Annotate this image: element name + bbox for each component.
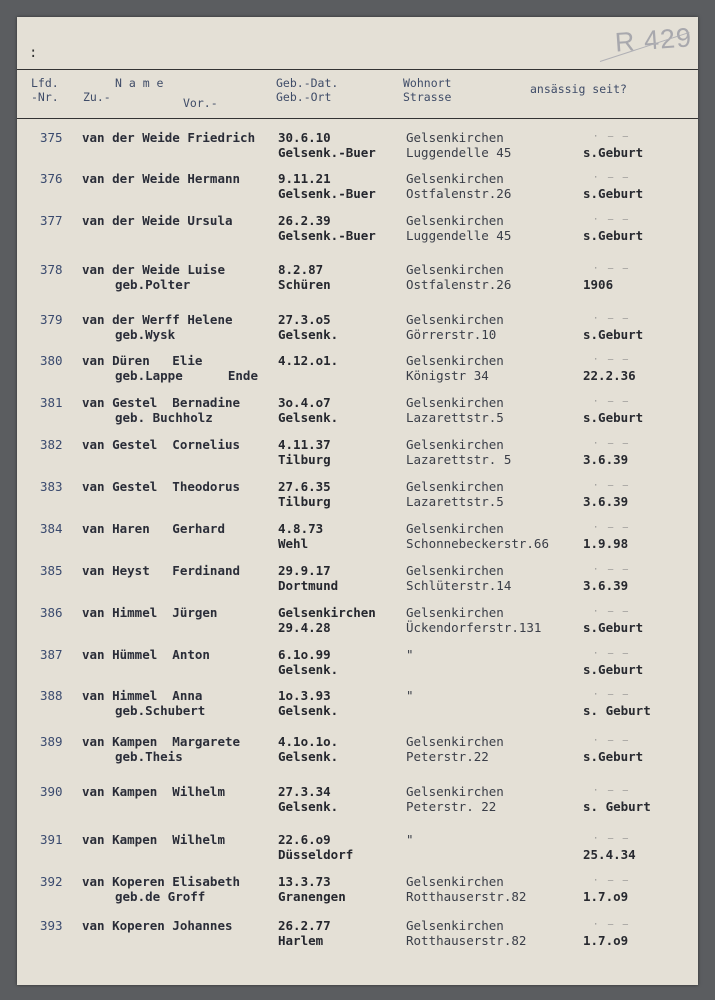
row-city: Gelsenkirchen (406, 262, 504, 277)
table-row (17, 437, 698, 477)
row-street: Luggendelle 45 (406, 228, 512, 243)
row-resident-since: s.Geburt (583, 620, 644, 635)
row-street: Schonnebeckerstr.66 (406, 536, 549, 551)
header-name-1: N a m e (115, 76, 164, 90)
row-street: Schlüterstr.14 (406, 578, 512, 593)
row-birth-date: 26.2.77 (278, 918, 331, 933)
row-name: van Kampen Margarete (82, 734, 241, 749)
row-street: Königstr 34 (406, 368, 489, 383)
row-name: van Heyst Ferdinand (82, 563, 241, 578)
check-tick-icon: · – – (593, 920, 631, 930)
table-row (17, 688, 698, 728)
row-birth-place: Gelsenk.-Buer (278, 186, 376, 201)
row-resident-since: 3.6.39 (583, 578, 629, 593)
row-birth-place: Gelsenk. (278, 410, 339, 425)
row-birth-place: Gelsenk.-Buer (278, 228, 376, 243)
header-nr-2: -Nr. (31, 90, 59, 104)
row-name: van Himmel Jürgen (82, 605, 218, 620)
row-city: Gelsenkirchen (406, 437, 504, 452)
register-table (17, 17, 698, 985)
table-row (17, 262, 698, 302)
row-number: 379 (40, 312, 63, 327)
row-birth-place: Tilburg (278, 494, 331, 509)
row-number: 383 (40, 479, 63, 494)
row-resident-since: s.Geburt (583, 228, 644, 243)
table-row (17, 521, 698, 561)
row-city: Gelsenkirchen (406, 734, 504, 749)
table-row (17, 734, 698, 774)
row-resident-since: 1.9.98 (583, 536, 629, 551)
check-tick-icon: · – – (593, 264, 631, 274)
row-number: 376 (40, 171, 63, 186)
row-number: 378 (40, 262, 63, 277)
row-street: Ostfalenstr.26 (406, 186, 512, 201)
row-city: Gelsenkirchen (406, 784, 504, 799)
row-name: van Himmel Anna (82, 688, 203, 703)
row-birth-place: Tilburg (278, 452, 331, 467)
table-row (17, 213, 698, 253)
row-maiden-name: geb.de Groff (115, 889, 206, 904)
row-number: 389 (40, 734, 63, 749)
row-number: 392 (40, 874, 63, 889)
row-maiden-name: geb.Wysk (115, 327, 176, 342)
row-city: Gelsenkirchen (406, 213, 504, 228)
row-city: Gelsenkirchen (406, 605, 504, 620)
row-resident-since: s. Geburt (583, 703, 651, 718)
row-maiden-name: geb. Buchholz (115, 410, 213, 425)
table-row (17, 479, 698, 519)
row-name: van der Werff Helene (82, 312, 233, 327)
header-ansaessig: ansässig seit? (530, 82, 627, 96)
row-name: van Koperen Johannes (82, 918, 233, 933)
row-birth-date: 4.11.37 (278, 437, 331, 452)
row-birth-place: Gelsenk. (278, 703, 339, 718)
row-name: van Kampen Wilhelm (82, 832, 225, 847)
row-city: Gelsenkirchen (406, 521, 504, 536)
row-maiden-name: geb.Polter (115, 277, 191, 292)
row-number: 387 (40, 647, 63, 662)
row-street: Ückendorferstr.131 (406, 620, 542, 635)
row-resident-since: s.Geburt (583, 327, 644, 342)
row-city: Gelsenkirchen (406, 918, 504, 933)
row-birth-date: 4.12.o1. (278, 353, 339, 368)
row-resident-since: s.Geburt (583, 186, 644, 201)
row-city: Gelsenkirchen (406, 395, 504, 410)
row-city: Gelsenkirchen (406, 479, 504, 494)
row-birth-date: 9.11.21 (278, 171, 331, 186)
row-name: van der Weide Ursula (82, 213, 233, 228)
row-number: 377 (40, 213, 63, 228)
row-number: 386 (40, 605, 63, 620)
row-birth-place: Granengen (278, 889, 346, 904)
header-name-3: Vor.- (183, 96, 218, 110)
check-tick-icon: · – – (593, 690, 631, 700)
table-row (17, 647, 698, 687)
header-wohn-2: Strasse (403, 90, 452, 104)
row-city: Gelsenkirchen (406, 312, 504, 327)
row-street: Rotthauserstr.82 (406, 889, 527, 904)
row-name: van Gestel Theodorus (82, 479, 241, 494)
row-resident-since: s.Geburt (583, 410, 644, 425)
row-birth-date: 8.2.87 (278, 262, 324, 277)
row-number: 384 (40, 521, 63, 536)
row-name: van der Weide Luise (82, 262, 225, 277)
row-street: Görrerstr.10 (406, 327, 497, 342)
row-name: van der Weide Hermann (82, 171, 241, 186)
row-name: van Hümmel Anton (82, 647, 210, 662)
row-birth-date: 27.3.34 (278, 784, 331, 799)
row-birth-place: Gelsenk. (278, 749, 339, 764)
row-birth-date: 29.9.17 (278, 563, 331, 578)
row-birth-date: 27.6.35 (278, 479, 331, 494)
row-street: Lazarettstr. 5 (406, 452, 512, 467)
row-name: van Gestel Cornelius (82, 437, 241, 452)
row-name: van der Weide Friedrich (82, 130, 256, 145)
table-row (17, 918, 698, 958)
row-street: Rotthauserstr.82 (406, 933, 527, 948)
check-tick-icon: · – – (593, 523, 631, 533)
row-birth-date: 26.2.39 (278, 213, 331, 228)
row-city: " (406, 832, 414, 847)
table-row (17, 874, 698, 914)
row-city: Gelsenkirchen (406, 130, 504, 145)
table-row (17, 563, 698, 603)
check-tick-icon: · – – (593, 481, 631, 491)
check-tick-icon: · – – (593, 397, 631, 407)
row-city: Gelsenkirchen (406, 171, 504, 186)
row-birth-date: 27.3.o5 (278, 312, 331, 327)
row-birth-date: 22.6.o9 (278, 832, 331, 847)
row-birth-place: Wehl (278, 536, 309, 551)
row-number: 390 (40, 784, 63, 799)
check-tick-icon: · – – (593, 439, 631, 449)
check-tick-icon: · – – (593, 649, 631, 659)
row-resident-since: 22.2.36 (583, 368, 636, 383)
row-resident-since: 1906 (583, 277, 614, 292)
row-maiden-name: geb.Lappe Ende (115, 368, 258, 383)
check-tick-icon: · – – (593, 607, 631, 617)
row-birth-place: Gelsenk. (278, 327, 339, 342)
row-birth-place: Dortmund (278, 578, 339, 593)
header-geb-2: Geb.-Ort (276, 90, 332, 104)
header-name-2: Zu.- (83, 90, 111, 104)
table-row (17, 130, 698, 170)
row-name: van Gestel Bernadine (82, 395, 241, 410)
row-resident-since: s.Geburt (583, 145, 644, 160)
row-city: " (406, 647, 414, 662)
header-geb-1: Geb.-Dat. (276, 76, 339, 90)
row-resident-since: s.Geburt (583, 749, 644, 764)
check-tick-icon: · – – (593, 173, 631, 183)
row-street: Ostfalenstr.26 (406, 277, 512, 292)
row-name: van Kampen Wilhelm (82, 784, 225, 799)
row-resident-since: 3.6.39 (583, 494, 629, 509)
row-resident-since: s. Geburt (583, 799, 651, 814)
row-birth-place: Gelsenk. (278, 799, 339, 814)
row-birth-date: Gelsenkirchen (278, 605, 376, 620)
check-tick-icon: · – – (593, 314, 631, 324)
row-birth-date: 3o.4.o7 (278, 395, 331, 410)
table-row (17, 171, 698, 211)
row-street: Lazarettstr.5 (406, 410, 504, 425)
row-resident-since: 1.7.o9 (583, 889, 629, 904)
row-city: " (406, 688, 414, 703)
row-birth-place: Harlem (278, 933, 324, 948)
row-number: 375 (40, 130, 63, 145)
row-street: Peterstr.22 (406, 749, 489, 764)
row-number: 385 (40, 563, 63, 578)
check-tick-icon: · – – (593, 786, 631, 796)
row-birth-date: 4.1o.1o. (278, 734, 339, 749)
row-number: 388 (40, 688, 63, 703)
row-street: Lazarettstr.5 (406, 494, 504, 509)
row-birth-date: 30.6.10 (278, 130, 331, 145)
row-birth-date: 13.3.73 (278, 874, 331, 889)
row-birth-date: 6.1o.99 (278, 647, 331, 662)
row-city: Gelsenkirchen (406, 353, 504, 368)
table-row (17, 353, 698, 393)
row-number: 382 (40, 437, 63, 452)
table-row (17, 832, 698, 872)
row-resident-since: 3.6.39 (583, 452, 629, 467)
row-name: van Haren Gerhard (82, 521, 225, 536)
row-birth-place: 29.4.28 (278, 620, 331, 635)
row-birth-place: Schüren (278, 277, 331, 292)
check-tick-icon: · – – (593, 215, 631, 225)
row-number: 381 (40, 395, 63, 410)
row-resident-since: 1.7.o9 (583, 933, 629, 948)
table-row (17, 784, 698, 824)
document-page (17, 17, 698, 985)
check-tick-icon: · – – (593, 355, 631, 365)
row-birth-date: 1o.3.93 (278, 688, 331, 703)
table-row (17, 312, 698, 352)
row-number: 393 (40, 918, 63, 933)
row-street: Luggendelle 45 (406, 145, 512, 160)
check-tick-icon: · – – (593, 876, 631, 886)
row-birth-place: Gelsenk. (278, 662, 339, 677)
row-maiden-name: geb.Schubert (115, 703, 206, 718)
check-tick-icon: · – – (593, 736, 631, 746)
row-city: Gelsenkirchen (406, 874, 504, 889)
row-birth-place: Düsseldorf (278, 847, 354, 862)
row-city: Gelsenkirchen (406, 563, 504, 578)
row-resident-since: s.Geburt (583, 662, 644, 677)
table-row (17, 605, 698, 645)
archive-mark: R 429 (614, 22, 693, 58)
row-birth-date: 4.8.73 (278, 521, 324, 536)
row-number: 380 (40, 353, 63, 368)
check-tick-icon: · – – (593, 834, 631, 844)
row-maiden-name: geb.Theis (115, 749, 183, 764)
row-street: Peterstr. 22 (406, 799, 497, 814)
row-name: van Koperen Elisabeth (82, 874, 241, 889)
header-nr-1: Lfd. (31, 76, 59, 90)
check-tick-icon: · – – (593, 565, 631, 575)
punch-dots: : (29, 45, 38, 61)
check-tick-icon: · – – (593, 132, 631, 142)
header-wohn-1: Wohnort (403, 76, 452, 90)
row-resident-since: 25.4.34 (583, 847, 636, 862)
row-birth-place: Gelsenk.-Buer (278, 145, 376, 160)
table-row (17, 395, 698, 435)
row-number: 391 (40, 832, 63, 847)
row-name: van Düren Elie (82, 353, 203, 368)
